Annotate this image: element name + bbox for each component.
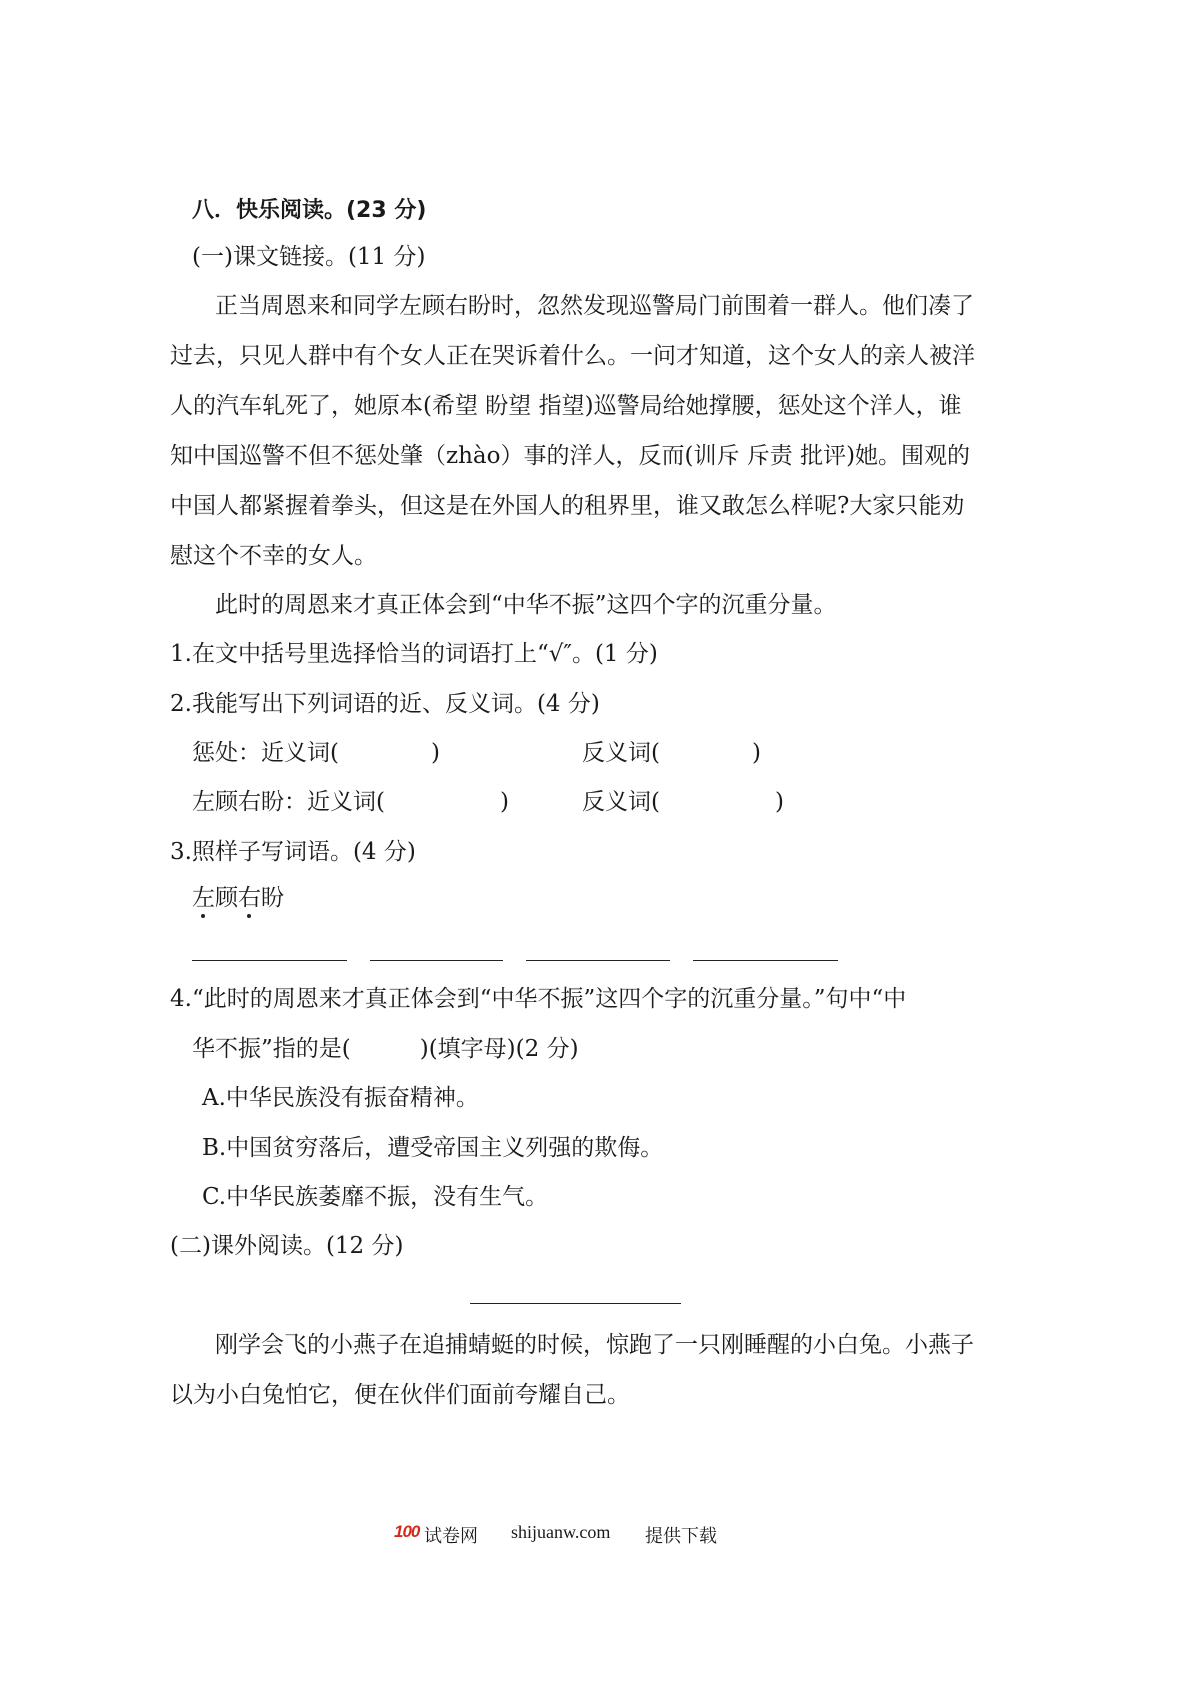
footer-note: 提供下载 — [645, 1526, 717, 1546]
answer-blank[interactable] — [192, 960, 347, 961]
option-a: A.中华民族没有振奋精神。 — [202, 1085, 479, 1111]
paragraph-line: 过去，只见人群中有个女人正在哭诉着什么。一问才知道，这个女人的亲人被洋 — [170, 343, 975, 369]
paragraph-line: 知中国巡警不但不惩处肇（zhào）事的洋人，反而(训斥 斥责 批评)她。围观的 — [170, 443, 971, 469]
paragraph-line: 正当周恩来和同学左顾右盼时，忽然发现巡警局门前围着一群人。他们凑了 — [215, 293, 974, 319]
footer-url[interactable]: shijuanw.com — [511, 1522, 611, 1542]
part2-heading: (二)课外阅读。(12 分) — [170, 1233, 404, 1259]
option-b: B.中国贫穷落后，遭受帝国主义列强的欺侮。 — [202, 1135, 664, 1161]
footer — [0, 1520, 1191, 1550]
emphasis-dot — [201, 914, 205, 918]
paragraph-line: 以为小白兔怕它，便在伙伴们面前夸耀自己。 — [170, 1382, 630, 1408]
question-4-cont: 华不振”指的是( )(填字母)(2 分) — [192, 1036, 579, 1062]
question-4: 4.“此时的周恩来才真正体会到“中华不振”这四个字的沉重分量。”句中“中 — [170, 986, 907, 1012]
q3-example: 左顾右盼 — [192, 885, 284, 911]
answer-blank[interactable] — [370, 960, 503, 961]
answer-blank[interactable] — [526, 960, 670, 961]
footer-site-name: 试卷网 — [424, 1526, 478, 1546]
logo: 100 — [394, 1522, 420, 1541]
option-c: C.中华民族萎靡不振，没有生气。 — [202, 1184, 549, 1210]
paragraph-2: 此时的周恩来才真正体会到“中华不振”这四个字的沉重分量。 — [215, 592, 837, 618]
question-3: 3.照样子写词语。(4 分) — [170, 839, 416, 865]
paragraph-line: 中国人都紧握着拳头，但这是在外国人的租界里，谁又敢怎么样呢?大家只能劝 — [170, 493, 965, 519]
question-1: 1.在文中括号里选择恰当的词语打上“√″。(1 分) — [170, 641, 658, 667]
emphasis-dot — [247, 914, 251, 918]
q2-row1-antonym: 反义词( ) — [582, 740, 761, 766]
answer-blank[interactable] — [693, 960, 838, 961]
title-blank[interactable] — [470, 1303, 681, 1304]
q2-row1-synonym: 惩处：近义词( ) — [192, 740, 440, 766]
section-title: 八．快乐阅读。(23 分) — [192, 198, 427, 223]
paragraph-line: 人的汽车轧死了，她原本(希望 盼望 指望)巡警局给她撑腰，惩处这个洋人，谁 — [170, 393, 962, 419]
q2-row2-antonym: 反义词( ) — [582, 789, 784, 815]
paragraph-line: 慰这个不幸的女人。 — [170, 543, 377, 569]
paragraph-line: 刚学会飞的小燕子在追捕蜻蜓的时候，惊跑了一只刚睡醒的小白兔。小燕子 — [215, 1332, 974, 1358]
part1-heading: (一)课文链接。(11 分) — [192, 244, 426, 270]
q2-row2-synonym: 左顾右盼：近义词( ) — [192, 789, 509, 815]
question-2: 2.我能写出下列词语的近、反义词。(4 分) — [170, 691, 600, 717]
